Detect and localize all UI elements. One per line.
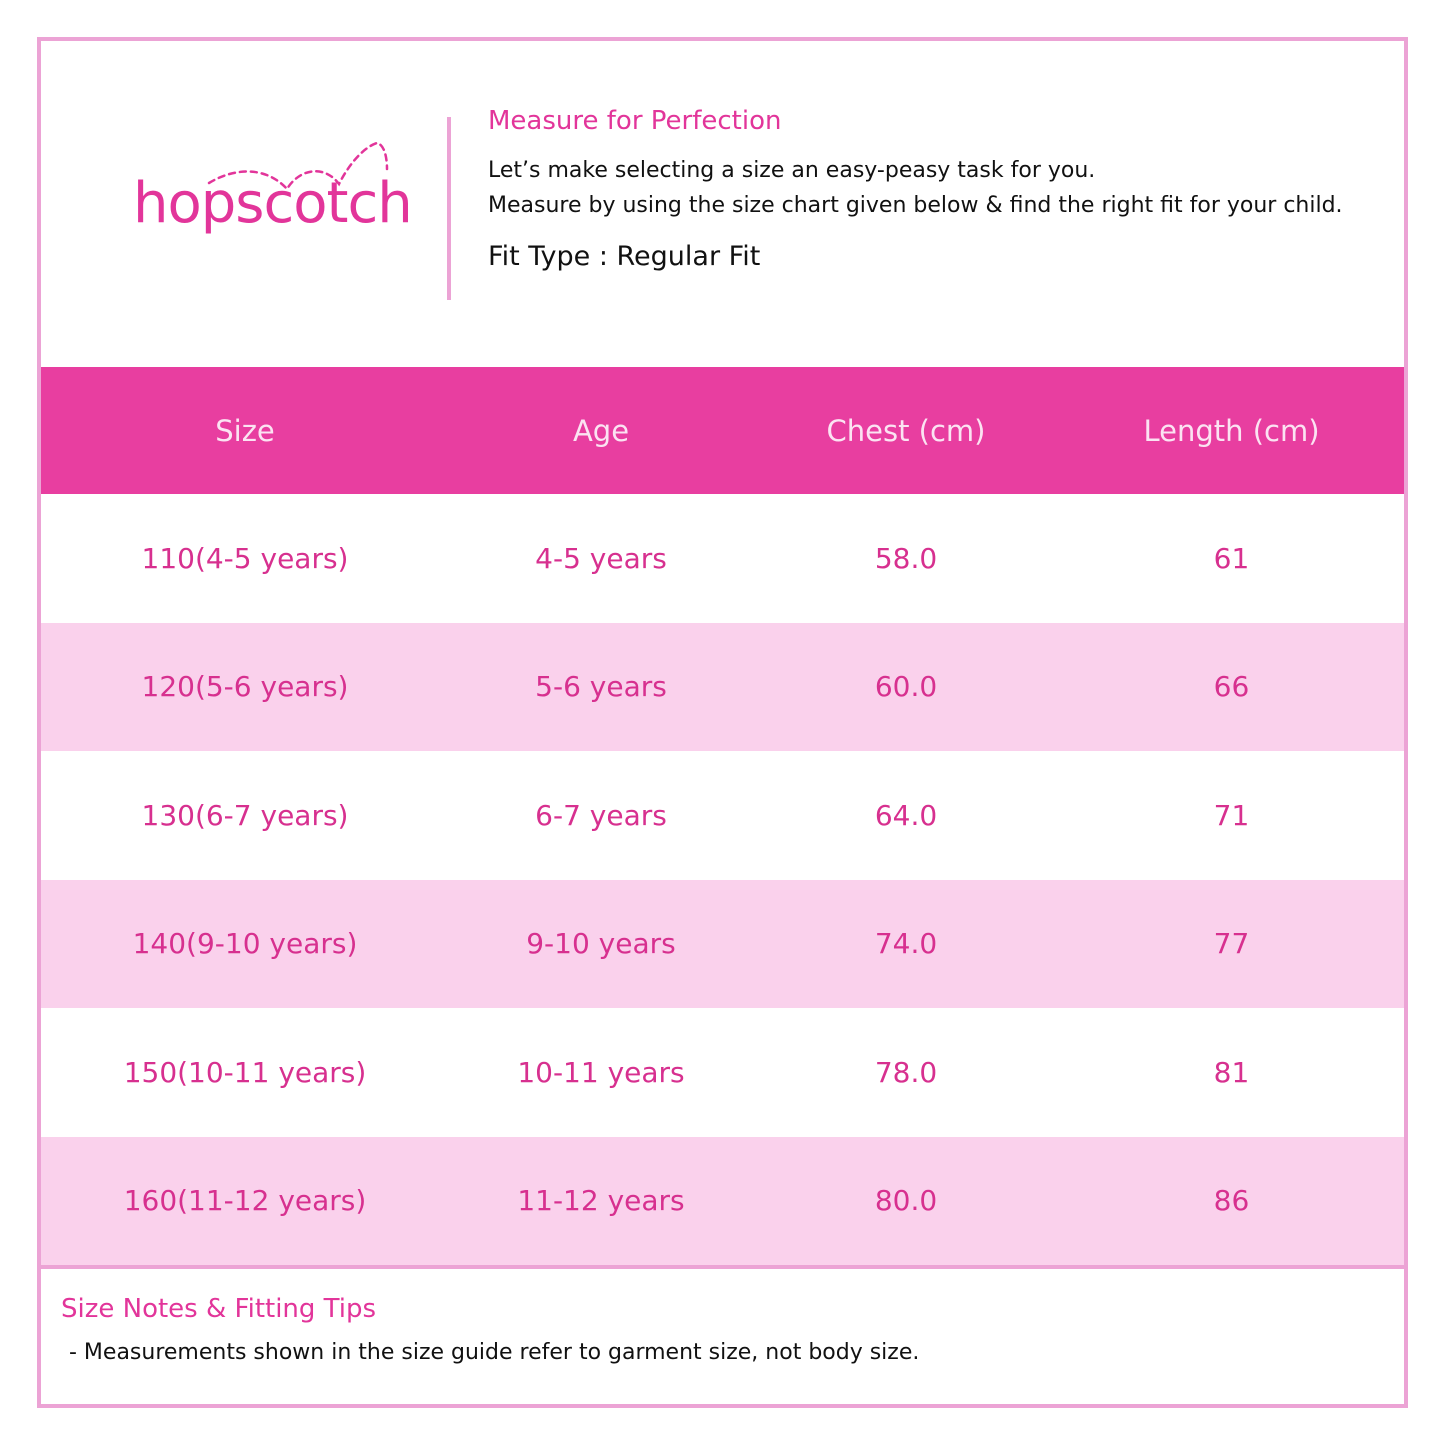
size-table — [41, 367, 1404, 1269]
size-chart-card — [37, 37, 1408, 1408]
table-bottom-border — [41, 1265, 1404, 1269]
cell-age: 9-10 years — [526, 927, 676, 961]
cell-age: 5-6 years — [535, 670, 667, 704]
cell-length: 71 — [1213, 798, 1250, 832]
column-header-length: Length (cm) — [1143, 413, 1320, 448]
intro-line-1: Let’s make selecting a size an easy-peasy task for you. — [488, 158, 1096, 183]
cell-age: 4-5 years — [535, 541, 667, 575]
cell-size: 150(10-11 years) — [123, 1055, 367, 1089]
notes-title: Size Notes & Fitting Tips — [61, 1294, 377, 1324]
cell-age: 11-12 years — [517, 1184, 685, 1218]
cell-length: 77 — [1213, 927, 1250, 961]
size-notes-section — [61, 1289, 1381, 1369]
table-row — [41, 880, 1404, 1009]
column-header-age: Age — [572, 413, 630, 448]
cell-length: 61 — [1213, 541, 1250, 575]
notes-item: - Measurements shown in the size guide refer to garment size, not body size. — [69, 1340, 920, 1365]
cell-chest: 58.0 — [874, 541, 938, 575]
header-divider — [447, 117, 451, 300]
cell-chest: 78.0 — [874, 1055, 938, 1089]
cell-chest: 80.0 — [874, 1184, 938, 1218]
cell-length: 81 — [1213, 1055, 1250, 1089]
intro-section — [488, 103, 1358, 277]
table-row — [41, 751, 1404, 880]
cell-age: 10-11 years — [517, 1055, 685, 1089]
column-header-size: Size — [215, 413, 275, 448]
cell-size: 120(5-6 years) — [141, 670, 349, 704]
cell-size: 130(6-7 years) — [141, 798, 349, 832]
table-row — [41, 623, 1404, 752]
table-row — [41, 1137, 1404, 1266]
cell-size: 110(4-5 years) — [141, 541, 349, 575]
cell-length: 86 — [1213, 1184, 1250, 1218]
cell-length: 66 — [1213, 670, 1250, 704]
brand-wordmark: hopscotch — [133, 171, 412, 236]
cell-chest: 64.0 — [874, 798, 938, 832]
intro-title: Measure for Perfection — [488, 106, 782, 136]
table-header-row — [41, 367, 1404, 494]
cell-chest: 74.0 — [874, 927, 938, 961]
cell-size: 140(9-10 years) — [132, 927, 358, 961]
cell-chest: 60.0 — [874, 670, 938, 704]
column-header-chest: Chest (cm) — [826, 413, 986, 448]
table-row — [41, 1008, 1404, 1137]
brand-logo — [129, 139, 412, 259]
fit-type-label: Fit Type : Regular Fit — [488, 241, 761, 272]
table-row — [41, 494, 1404, 623]
intro-line-2: Measure by using the size chart given below & find the right fit for your child. — [488, 193, 1343, 218]
cell-age: 6-7 years — [535, 798, 667, 832]
cell-size: 160(11-12 years) — [123, 1184, 367, 1218]
